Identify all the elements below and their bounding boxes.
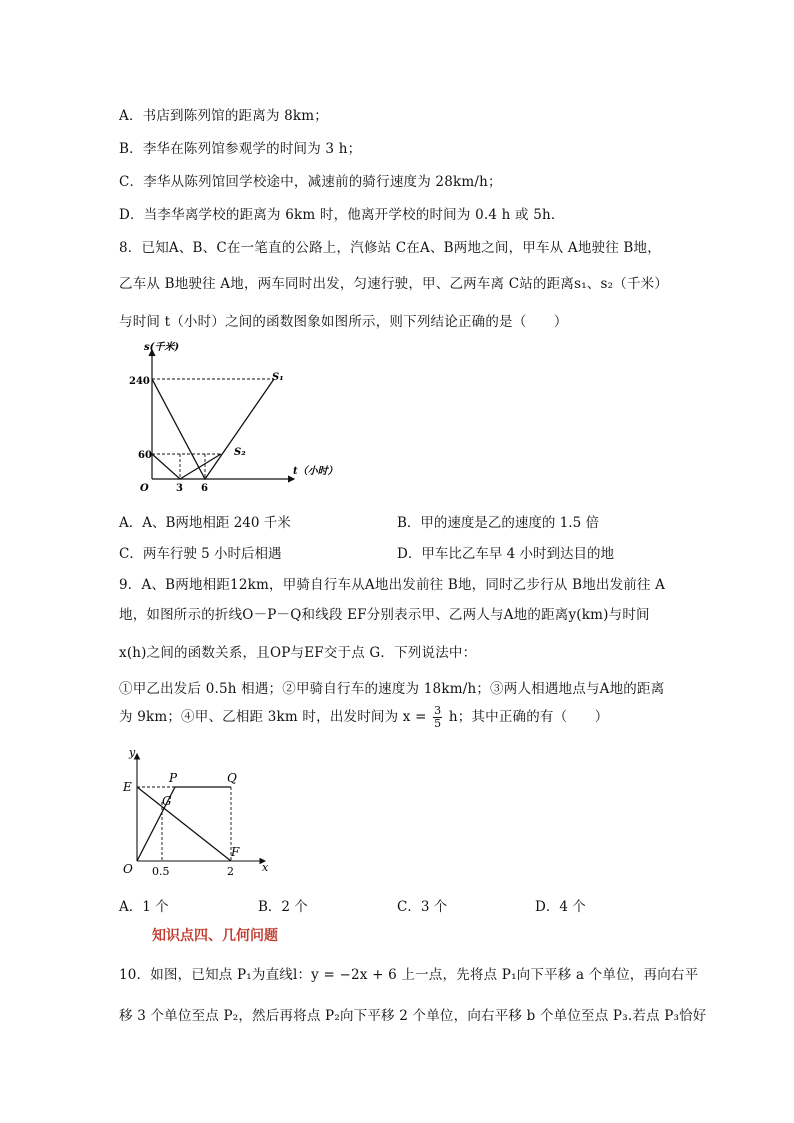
q9-stem-line4: ①甲乙出发后 0.5h 相遇；②甲骑自行车的速度为 18km/h；③两人相遇地点与A地的距离 xyxy=(119,681,665,697)
q8-option-d: D．甲车比乙车早 4 小时到达目的地 xyxy=(397,546,614,562)
q9-option-c: C．3 个 xyxy=(397,899,448,915)
q8-stem-line1: 8．已知A、B、C在一笔直的公路上，汽修站 C在A、B两地之间，甲车从 A地驶往 B地， xyxy=(119,240,661,256)
q8-option-b: B．甲的速度是乙的速度的 1.5 倍 xyxy=(397,515,599,531)
q10-stem-line2: 移 3 个单位至点 P₂，然后再将点 P₂向下平移 2 个单位，向右平移 b 个单位至点 P₃.若点 P₃恰好 xyxy=(119,1008,707,1024)
ef-segment xyxy=(137,787,231,861)
q8-option-a: A．A、B两地相距 240 千米 xyxy=(119,515,291,531)
tick-2: 2 xyxy=(227,865,234,878)
x-axis-label: x xyxy=(262,861,269,874)
q9-option-d: D．4 个 xyxy=(535,899,586,915)
fraction-three-fifths xyxy=(433,705,442,730)
q9-stem-line5 xyxy=(119,705,608,730)
x-axis-label: t（小时） xyxy=(293,466,338,477)
point-q-label: Q xyxy=(227,771,237,785)
q9-line5-part-a: 为 9km；④甲、乙相距 3km 时，出发时间为 x = xyxy=(119,709,427,725)
q10-stem-line1: 10．如图，已知点 P₁为直线l：y = −2x + 6 上一点，先将点 P₁向下平移 a 个单位，再向右平 xyxy=(119,967,699,983)
q7-option-c: C．李华从陈列馆回学校途中，减速前的骑行速度为 28km/h； xyxy=(119,174,502,190)
point-g-label: G xyxy=(162,794,172,808)
tick-240: 240 xyxy=(129,376,150,387)
tick-0.5: 0.5 xyxy=(152,865,170,878)
q9-option-a: A．1 个 xyxy=(119,899,169,915)
tick-3: 3 xyxy=(176,483,183,494)
origin-label: O xyxy=(123,862,133,876)
point-e-label: E xyxy=(123,780,132,794)
point-f-label: F xyxy=(231,845,240,859)
q7-option-d: D．当李华离学校的距离为 6km 时，他离开学校的时间为 0.4 h 或 5h． xyxy=(119,207,565,223)
q9-stem-line1: 9．A、B两地相距12km，甲骑自行车从A地出发前往 B地，同时乙步行从 B地出发前往 A xyxy=(119,577,666,593)
q8-graph xyxy=(128,338,348,500)
q9-stem-line3: x(h)之间的函数关系，且OP与EF交于点 G．下列说法中： xyxy=(119,645,477,661)
q8-stem-line2: 乙车从 B地驶往 A地，两车同时出发，匀速行驶，甲、乙两车离 C站的距离s₁、s₂（千米） xyxy=(119,276,669,292)
fraction-denominator: 5 xyxy=(434,717,442,730)
s2-line xyxy=(152,454,221,479)
q9-line5-part-b: h；其中正确的有（ ） xyxy=(448,709,609,725)
s1-line xyxy=(152,379,274,479)
y-axis-label: s(千米) xyxy=(144,342,180,353)
q9-graph xyxy=(117,742,277,882)
tick-60: 60 xyxy=(138,450,152,461)
point-p-label: P xyxy=(169,771,178,785)
tick-6: 6 xyxy=(201,483,208,494)
s2-label: S₂ xyxy=(234,447,246,458)
q7-option-a: A．书店到陈列馆的距离为 8km； xyxy=(119,108,329,124)
y-axis-label: y xyxy=(129,746,136,759)
q9-option-b: B．2 个 xyxy=(258,899,308,915)
section-heading: 知识点四、几何问题 xyxy=(152,928,278,944)
q8-option-c: C．两车行驶 5 小时后相遇 xyxy=(119,546,282,562)
s1-label: S₁ xyxy=(272,372,284,383)
origin-label: O xyxy=(140,483,149,494)
fraction-numerator: 3 xyxy=(434,704,442,717)
q9-stem-line2: 地，如图所示的折线O－P－Q和线段 EF分别表示甲、乙两人与A地的距离y(km)与时间 xyxy=(119,607,650,623)
q8-stem-line3: 与时间 t（小时）之间的函数图象如图所示，则下列结论正确的是（ ） xyxy=(119,314,568,330)
q7-option-b: B．李华在陈列馆参观学的时间为 3 h； xyxy=(119,141,362,157)
